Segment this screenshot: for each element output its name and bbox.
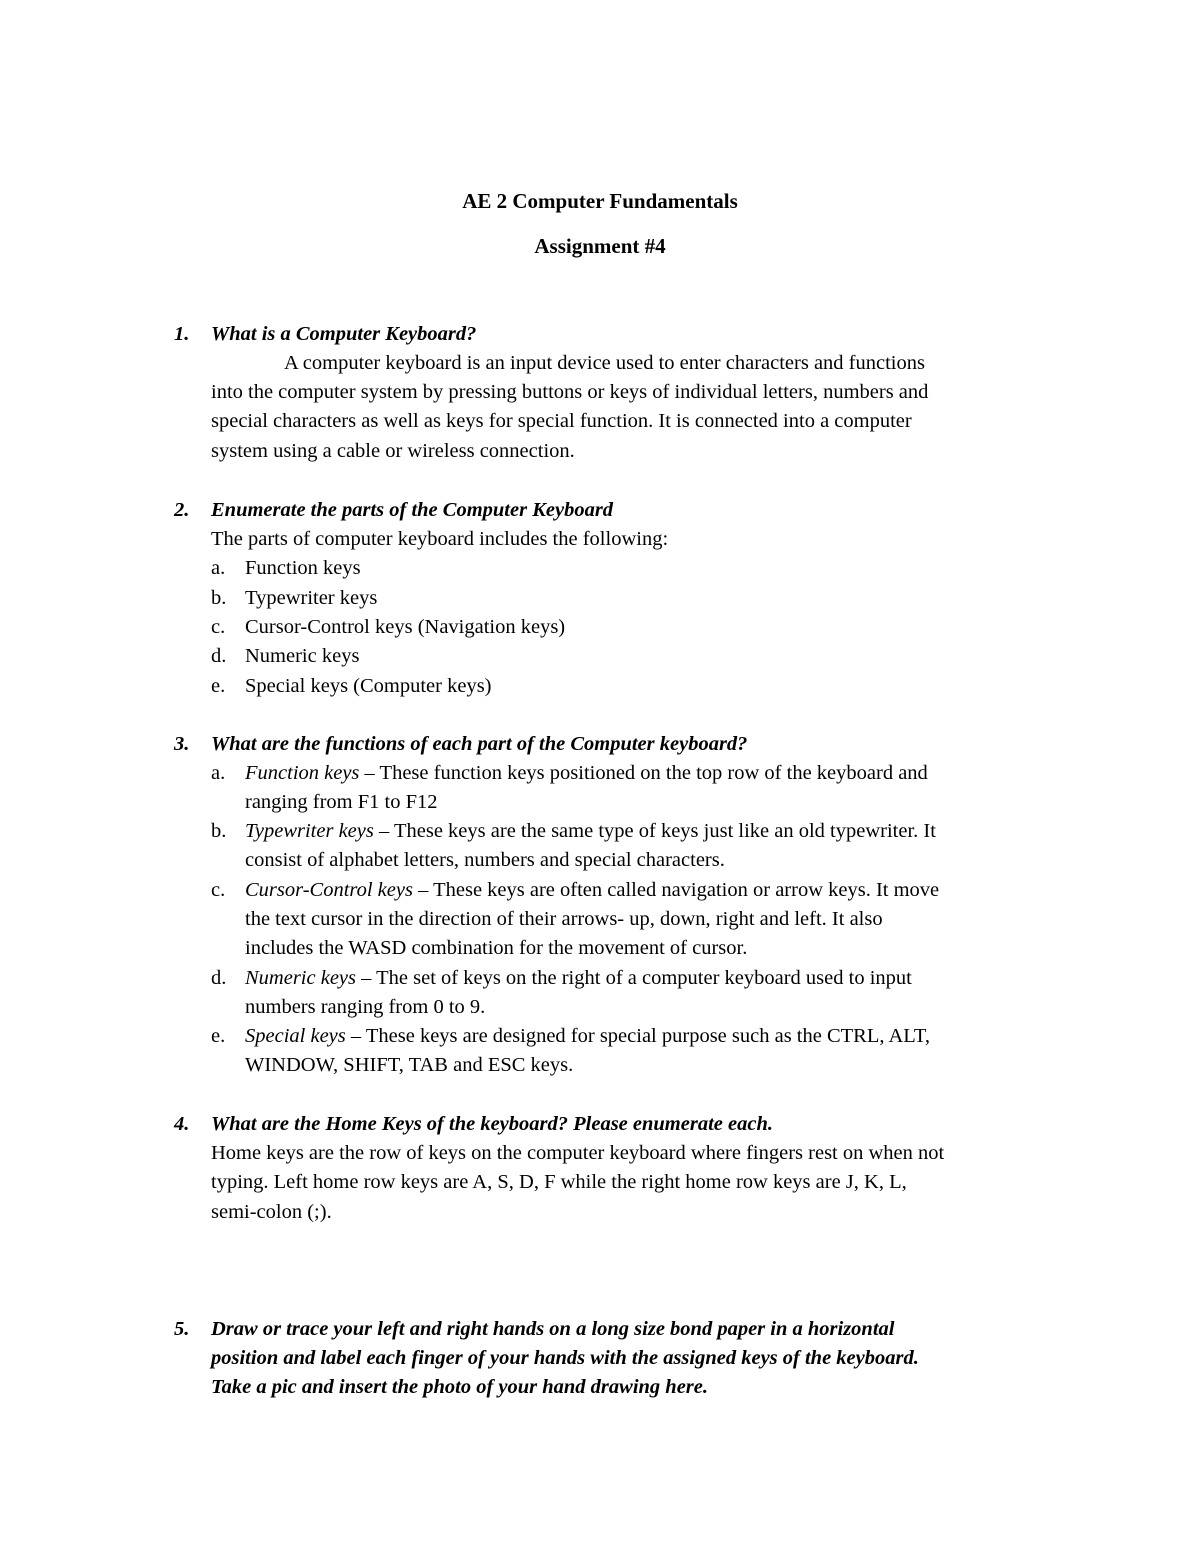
list-marker: b. [211, 820, 227, 842]
key-term: Numeric keys [245, 967, 356, 989]
definition-continuation: includes the WASD combination for the movement of cursor. [245, 937, 748, 959]
document-subtitle: Assignment #4 [534, 234, 666, 258]
question-number: 5. [174, 1318, 190, 1340]
q2-intro: The parts of computer keyboard includes the following: [211, 528, 669, 550]
definition-continuation: the text cursor in the direction of their arrows- up, down, right and left. It also [245, 908, 883, 930]
q1-answer-line: system using a cable or wireless connection. [211, 440, 575, 462]
list-marker: e. [211, 675, 226, 697]
q4-answer-line: Home keys are the row of keys on the computer keyboard where fingers rest on when not [211, 1142, 945, 1164]
definition-continuation: consist of alphabet letters, numbers and special characters. [245, 849, 725, 871]
question-number: 1. [174, 323, 190, 345]
list-marker: b. [211, 587, 227, 609]
key-term: Typewriter keys [245, 820, 374, 842]
q4-answer-line: typing. Left home row keys are A, S, D, F while the right home row keys are J, K, L, [211, 1171, 907, 1193]
definition-text: – These keys are often called navigation or arrow keys. It move [412, 879, 940, 901]
list-item-text: Function keys [245, 557, 361, 579]
question-text: Draw or trace your left and right hands on a long size bond paper in a horizontal [211, 1318, 895, 1340]
list-item-text: Typewriter keys [245, 587, 378, 609]
list-item-text: Numeric keys [245, 645, 360, 667]
question-text: Enumerate the parts of the Computer Keyboard [211, 499, 614, 521]
list-item-text: Cursor-Control keys (Navigation keys) [245, 616, 566, 638]
question-number: 3. [174, 733, 190, 755]
list-marker: d. [211, 967, 227, 989]
list-marker: c. [211, 879, 226, 901]
question-text: What are the Home Keys of the keyboard? Please enumerate each. [211, 1113, 773, 1135]
list-marker: e. [211, 1025, 226, 1047]
key-term: Special keys [245, 1025, 346, 1047]
definition-text: – These function keys positioned on the top row of the keyboard and [359, 762, 928, 784]
definition-continuation: numbers ranging from 0 to 9. [245, 996, 486, 1018]
list-marker: a. [211, 557, 226, 579]
document-title: AE 2 Computer Fundamentals [462, 189, 738, 213]
question-text: What is a Computer Keyboard? [211, 323, 477, 345]
list-marker: d. [211, 645, 227, 667]
list-marker: a. [211, 762, 226, 784]
definition-continuation: WINDOW, SHIFT, TAB and ESC keys. [245, 1054, 574, 1076]
question-number: 2. [174, 499, 190, 521]
question-5-heading [174, 1315, 894, 1345]
question-number: 4. [174, 1113, 190, 1135]
question-1-heading [174, 320, 476, 350]
question-text: What are the functions of each part of the Computer keyboard? [211, 733, 748, 755]
definition-continuation: ranging from F1 to F12 [245, 791, 438, 813]
key-term: Cursor-Control keys [245, 879, 413, 901]
q1-answer-line: A computer keyboard is an input device used to enter characters and functions [284, 352, 925, 374]
definition-text: – The set of keys on the right of a computer keyboard used to input [356, 967, 912, 989]
question-2-heading [174, 496, 613, 526]
q1-answer-line: special characters as well as keys for special function. It is connected into a computer [211, 410, 912, 432]
q1-answer-line: into the computer system by pressing buttons or keys of individual letters, numbers and [211, 381, 929, 403]
definition-text: – These keys are designed for special purpose such as the CTRL, ALT, [345, 1025, 931, 1047]
key-term: Function keys [245, 762, 360, 784]
list-marker: c. [211, 616, 226, 638]
q4-answer-line: semi-colon (;). [211, 1201, 332, 1223]
question-5-continuation: Take a pic and insert the photo of your hand drawing here. [211, 1376, 709, 1398]
question-4-heading [174, 1110, 773, 1140]
list-item-text: Special keys (Computer keys) [245, 675, 492, 697]
question-5-continuation: position and label each finger of your hands with the assigned keys of the keyboard. [211, 1347, 919, 1369]
definition-text: – These keys are the same type of keys just like an old typewriter. It [373, 820, 936, 842]
question-3-heading [174, 730, 747, 760]
